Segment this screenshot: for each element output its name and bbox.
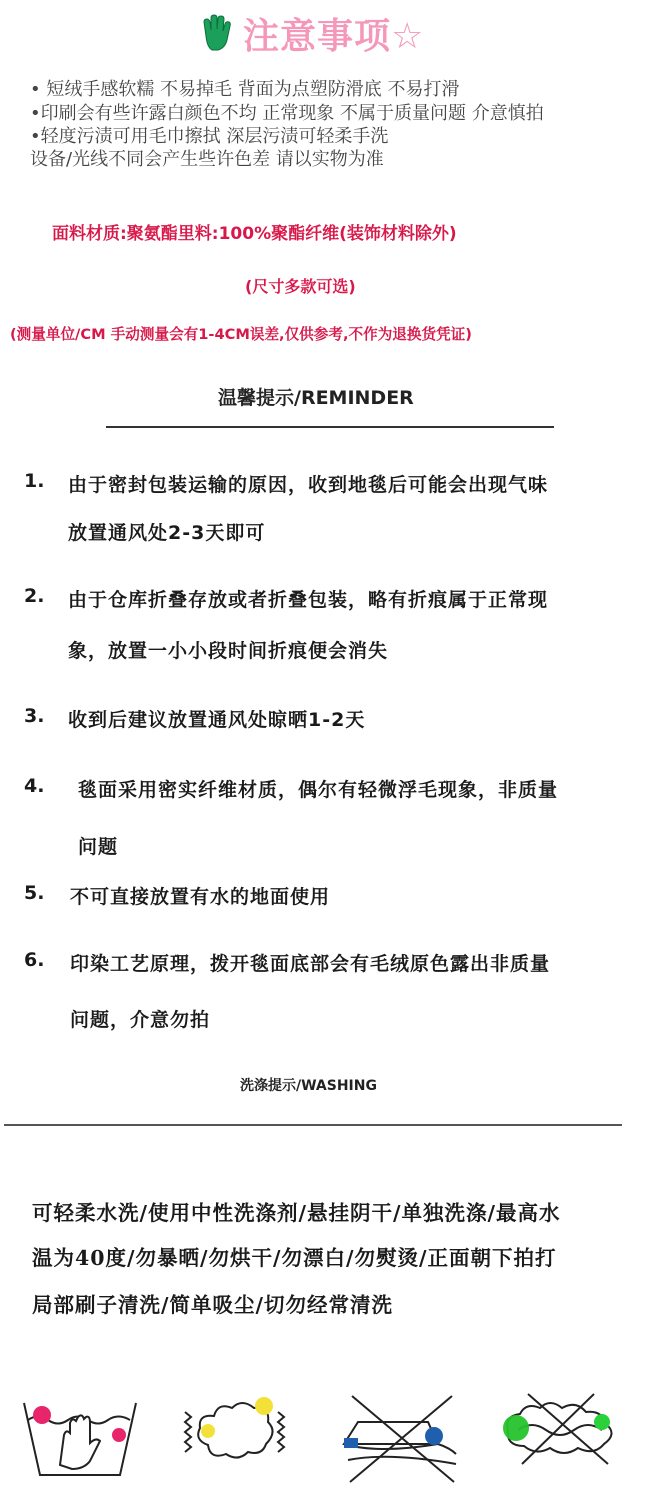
- no-iron-icon: [338, 1392, 466, 1484]
- reminder-item-5-line-1: 不可直接放置有水的地面使用: [70, 886, 331, 908]
- washing-line-2: 温为40度/勿暴晒/勿烘干/勿漂白/勿熨烫/正面朝下拍打: [32, 1246, 557, 1270]
- glove-icon: [200, 14, 234, 54]
- washing-divider: [4, 1124, 622, 1126]
- washing-title: 洗涤提示/WASHING: [240, 1078, 377, 1094]
- washing-line-1: 可轻柔水洗/使用中性洗涤剂/悬挂阴干/单独洗涤/最高水: [32, 1201, 561, 1225]
- reminder-item-1-number: 1.: [24, 470, 45, 492]
- tumble-dry-cloud-icon: [180, 1390, 290, 1475]
- washing-line-3: 局部刷子清洗/简单吸尘/切勿经常清洗: [32, 1293, 393, 1317]
- bullet-line-3: •轻度污渍可用毛巾擦拭 深层污渍可轻柔手洗: [30, 126, 389, 147]
- bullet-line-2: •印刷会有些许露白颜色不均 正常现象 不属于质量问题 介意慎拍: [30, 103, 544, 124]
- reminder-item-4-line-1: 毯面采用密实纤维材质，偶尔有轻微浮毛现象，非质量: [78, 779, 559, 801]
- reminder-item-6-line-2: 问题，介意勿拍: [70, 1009, 211, 1031]
- reminder-item-1-line-2: 放置通风处2-3天即可: [68, 522, 266, 544]
- reminder-item-4-number: 4.: [24, 775, 45, 797]
- sizes-note: (尺寸多款可选): [245, 277, 356, 296]
- reminder-item-2-line-2: 象，放置一小小段时间折痕便会消失: [68, 640, 389, 662]
- reminder-divider: [106, 426, 554, 428]
- reminder-item-3-line-1: 收到后建议放置通风处晾晒1-2天: [68, 709, 366, 731]
- reminder-title: 温馨提示/REMINDER: [218, 387, 414, 409]
- header: [0, 8, 652, 58]
- reminder-item-3-number: 3.: [24, 705, 45, 727]
- page-title: 注意事项☆: [243, 16, 425, 57]
- material-note: 面料材质:聚氨酯里料:100%聚酯纤维(装饰材料除外): [52, 224, 457, 244]
- reminder-item-2-line-1: 由于仓库折叠存放或者折叠包装，略有折痕属于正常现: [68, 589, 549, 611]
- bullet-line-1: • 短绒手感软糯 不易掉毛 背面为点塑防滑底 不易打滑: [30, 79, 460, 100]
- no-bleach-icon: [498, 1390, 630, 1470]
- hand-wash-icon: [20, 1395, 140, 1480]
- reminder-item-1-line-1: 由于密封包装运输的原因，收到地毯后可能会出现气味: [68, 474, 549, 496]
- reminder-item-2-number: 2.: [24, 585, 45, 607]
- reminder-item-5-number: 5.: [24, 882, 45, 904]
- reminder-item-6-line-1: 印染工艺原理，拨开毯面底部会有毛绒原色露出非质量: [70, 953, 551, 975]
- measure-note: (测量单位/CM 手动测量会有1-4CM误差,仅供参考,不作为退换货凭证): [10, 326, 472, 343]
- reminder-item-4-line-2: 问题: [78, 836, 119, 858]
- reminder-item-6-number: 6.: [24, 949, 45, 971]
- bullet-line-4: 设备/光线不同会产生些许色差 请以实物为准: [30, 149, 384, 170]
